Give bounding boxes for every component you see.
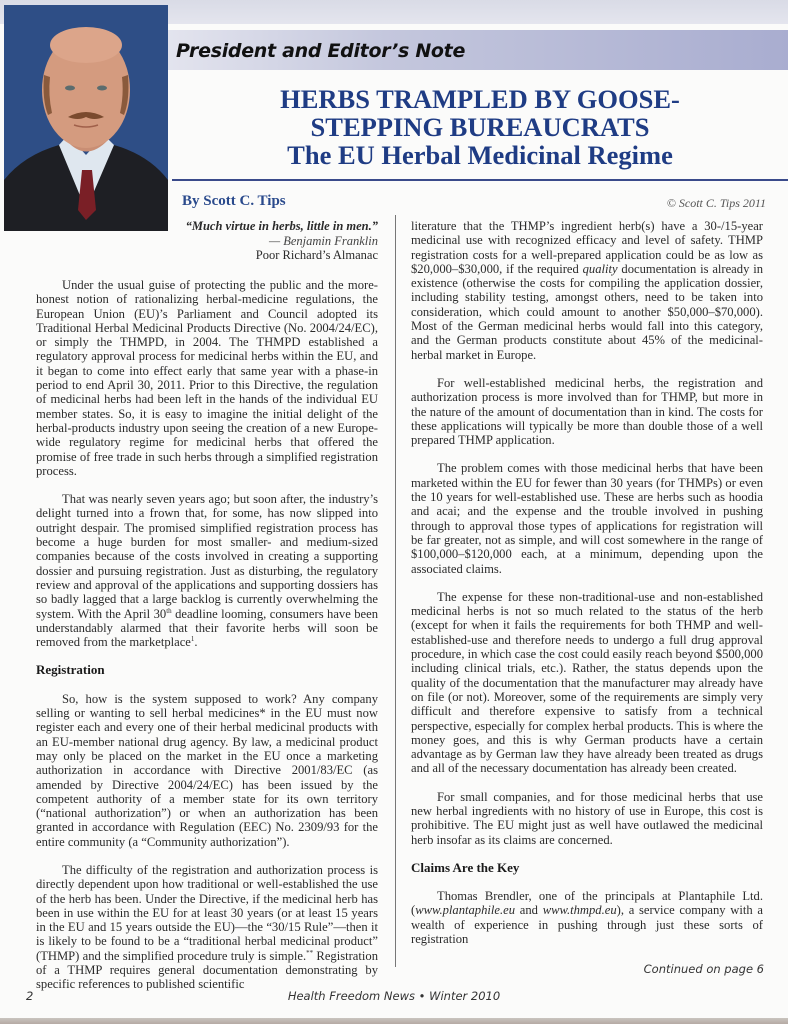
section-heading-registration: Registration (36, 662, 105, 678)
column-divider (395, 215, 396, 967)
right-column (411, 219, 763, 960)
author-photo (4, 5, 168, 231)
paragraph: The problem comes with those medicinal herbs that have been marketed within the EU for fewer than 30 years (for THMPs) or even the 10 years for well-established use. These are herbs such as hoodia and acai; and the expense and the trouble involved in pushing through to approval those types of applications for registration will be far greater, not as simple, and will cost somewhere in the range of $100,000–$120,000 each, at a minimum, depending upon the associated claims. (411, 461, 763, 576)
paragraph: Under the usual guise of protecting the public and the more-honest notion of rationalizing herbal-medicine regulations, the European Union (EU)’s Parliament and Council adopted its Traditional Herbal Medicinal Products Directive (No. 2004/24/EC), or simply the THMPD, in 2004. The THMPD established a regulatory approval process for medicinal herbs within the EU, and it began to come into effect early that same year with a phase-in period to end April 30, 2011. Prior to this Directive, the regulation of medicinal herbs had been left in the hands of the individual EU member states. So, it is easy to imagine the initial delight of the herbal-products industry upon seeing the creation of a new Europe-wide regulatory regime for medicinal herbs that offered the promise of free trade in such herbs through a simplified registration process. (36, 278, 378, 478)
headline-line-2: STEPPING BUREAUCRATS (310, 112, 650, 142)
footnote-marker: 1 (190, 634, 195, 643)
epigraph-quote: “Much virtue in herbs, little in men.” (185, 219, 378, 233)
section-label: President and Editor’s Note (176, 40, 466, 62)
text-span: Registration of a THMP requires general documentation demonstrating by specific references to published scientific (36, 948, 378, 992)
website-link[interactable]: www.plantaphile.eu (415, 903, 516, 918)
paragraph: For well-established medicinal herbs, the registration and authorization process is more involved than for THMP, but more in the nature of the amount of documentation than in kind. The costs for these applications will typically be more than double those of a well prepared THMP application. (411, 375, 763, 448)
paragraph: For small companies, and for those medicinal herbs that use new herbal ingredients with no history of use in Europe, this cost is prohibitive. The EU might just as well have outlawed the medicinal herb insofar as its claims are concerned. (411, 789, 763, 847)
page-number: 2 (26, 989, 34, 1003)
headline-subtitle: The EU Herbal Medicinal Regime (287, 140, 673, 170)
left-column (36, 278, 378, 1006)
paragraph (411, 889, 763, 946)
footnote-marker: ** (306, 948, 314, 957)
text-span: That was nearly seven years ago; but soon after, the industry’s delight turned into a frown that, for some, has now slipped into outright despair. The promised simplified registration process has become a huge burden for most smaller- and medium-sized companies because of the costs involved in creating a supporting dossier and pursuing registration. Just as disturbing, the regulatory review and approval of the applications and supporting dossiers has so badly lagged that a large backlog is currently overwhelming the system. With the April 30 (36, 492, 378, 621)
paragraph: The expense for these non-traditional-use and non-established medicinal herbs is not so much related to the status of the herb (except for when it fails the requirements for both THMP and well-established-use and therefore needs to undergo a full drug approval procedure, in which case the cost could easily reach beyond $500,000 including clinical trials, etc.). Rather, the status depends upon the quality of the documentation that the manufacturer may already have on file (or not). Moreover, some of the requirements are simply very difficult and therefore expensive to satisfy from a technical perspective, especially for complex herbal products. This is where the money goes, and this is why German products have a certain advantage as by German law they have already been treated as drugs and all of the necessary documentation has already been created. (411, 589, 763, 776)
epigraph (160, 219, 378, 263)
continued-on-link[interactable]: Continued on page 6 (643, 962, 764, 976)
emphasis: quality (582, 261, 618, 276)
copyright-notice: © Scott C. Tips 2011 (666, 196, 766, 210)
text-span: . (194, 635, 198, 650)
paragraph (36, 492, 378, 649)
section-heading-claims: Claims Are the Key (411, 859, 520, 875)
title-rule (172, 179, 788, 181)
text-span: literature that the THMP’s ingredient herb(s) have a 30-/15-year medicinal use with recognized efficacy and level of safety. THMP registration costs for a well-prepared application could be as low as $20,000–$30,000, if the required (411, 219, 763, 276)
text-span: documentation is already in existence (otherwise the costs for compiling the application dossier, including stability testing, amongst others, need to be taken into consideration, which could amount to another $50,000–$70,000). Most of the German medicinal herbs would fall into this category, and the German products constitute about 45% of the medicinal-herbal market in Europe. (411, 261, 763, 362)
paragraph (411, 219, 763, 362)
text-span: deadline looming, consumers have been understandably alarmed that their favorite herbs will soon be removed from the marketplace (36, 606, 379, 650)
publication-footer: Health Freedom News • Winter 2010 (287, 989, 501, 1003)
text-span: Thomas Brendler, one of the principals at Plantaphile Ltd. ( (411, 889, 763, 918)
website-link[interactable]: www.thmpd.eu (542, 903, 617, 918)
byline: By Scott C. Tips (182, 193, 286, 209)
text-span: The difficulty of the registration and authorization process is directly dependent upon how traditional or well-established the use of the herb has been. Under the Directive, if the medicinal herb has been in use within the EU for at least 30 years (or at least 15 years in the EU and 15 years outside the EU)—the “30/15 Rule”—then it is likely to be found to be a “traditional herbal medicinal product” (THMP) and the simplified procedure truly is simple. (36, 862, 378, 963)
epigraph-author: — Benjamin Franklin (268, 233, 378, 248)
superscript: th (166, 606, 172, 615)
headline-line-1: HERBS TRAMPLED BY GOOSE- (280, 84, 680, 114)
paragraph: So, how is the system supposed to work? Any company selling or wanting to sell herbal medicines* in the EU must now register each and every one of their herbal medicinal products with an EU-member national drug agency. By law, a medicinal product may only be placed on the market in the EU once a marketing authorization in accordance with Directive 2001/83/EC (as amended by Directive 2004/24/EC) has been issued by the competent authority of a member state for its own territory (“national authorization”) or when an authorization has been granted in accordance with Regulation (EEC) No. 2309/93 for the entire community (a “Community authorization”). (36, 691, 378, 849)
epigraph-source: Poor Richard’s Almanac (255, 248, 378, 262)
portrait-illustration (4, 5, 168, 231)
headline (200, 85, 760, 141)
text-span: and (515, 903, 543, 918)
text-span: ), a service company with a wealth of experience in pushing through just these sorts of registration (411, 903, 764, 947)
paragraph (36, 863, 378, 992)
page-edge (0, 1018, 788, 1024)
